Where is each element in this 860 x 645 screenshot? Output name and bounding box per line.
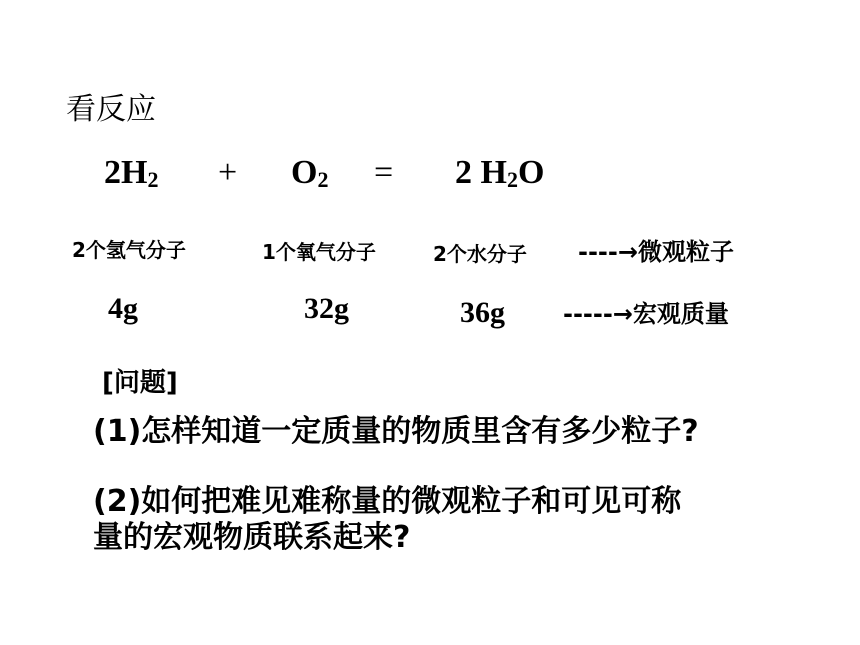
water-mass: 36g: [460, 296, 505, 329]
oxygen-mass: 32g: [304, 292, 349, 325]
hydrogen-subscript: 2: [147, 167, 159, 192]
reactant-oxygen: [291, 154, 328, 193]
question-1: (1)怎样知道一定质量的物质里含有多少粒子?: [93, 414, 699, 449]
oxygen-formula: O: [291, 154, 318, 191]
equals-sign: =: [374, 154, 394, 191]
product-water: [455, 154, 544, 193]
slide-heading: 看反应: [66, 92, 156, 127]
water-formula-end: O: [517, 154, 545, 191]
question-2-line-2: 量的宏观物质联系起来?: [93, 520, 411, 555]
plus-sign: +: [218, 154, 238, 191]
hydrogen-mass: 4g: [108, 292, 138, 325]
question-2-line-1: (2)如何把难见难称量的微观粒子和可见可称: [93, 484, 682, 519]
hydrogen-molecules-label: 2个氢气分子: [72, 238, 186, 262]
oxygen-molecules-label: 1个氧气分子: [262, 240, 376, 264]
micro-particles-label: ----→微观粒子: [578, 238, 734, 266]
water-subscript: 2: [506, 167, 518, 192]
hydrogen-formula: 2H: [104, 154, 148, 191]
question-title: [问题]: [102, 368, 178, 398]
water-formula-start: 2 H: [455, 154, 507, 191]
oxygen-subscript: 2: [317, 167, 329, 192]
water-molecules-label: 2个水分子: [433, 242, 527, 266]
reactant-hydrogen: [104, 154, 158, 193]
macro-mass-label: -----→宏观质量: [563, 300, 729, 328]
